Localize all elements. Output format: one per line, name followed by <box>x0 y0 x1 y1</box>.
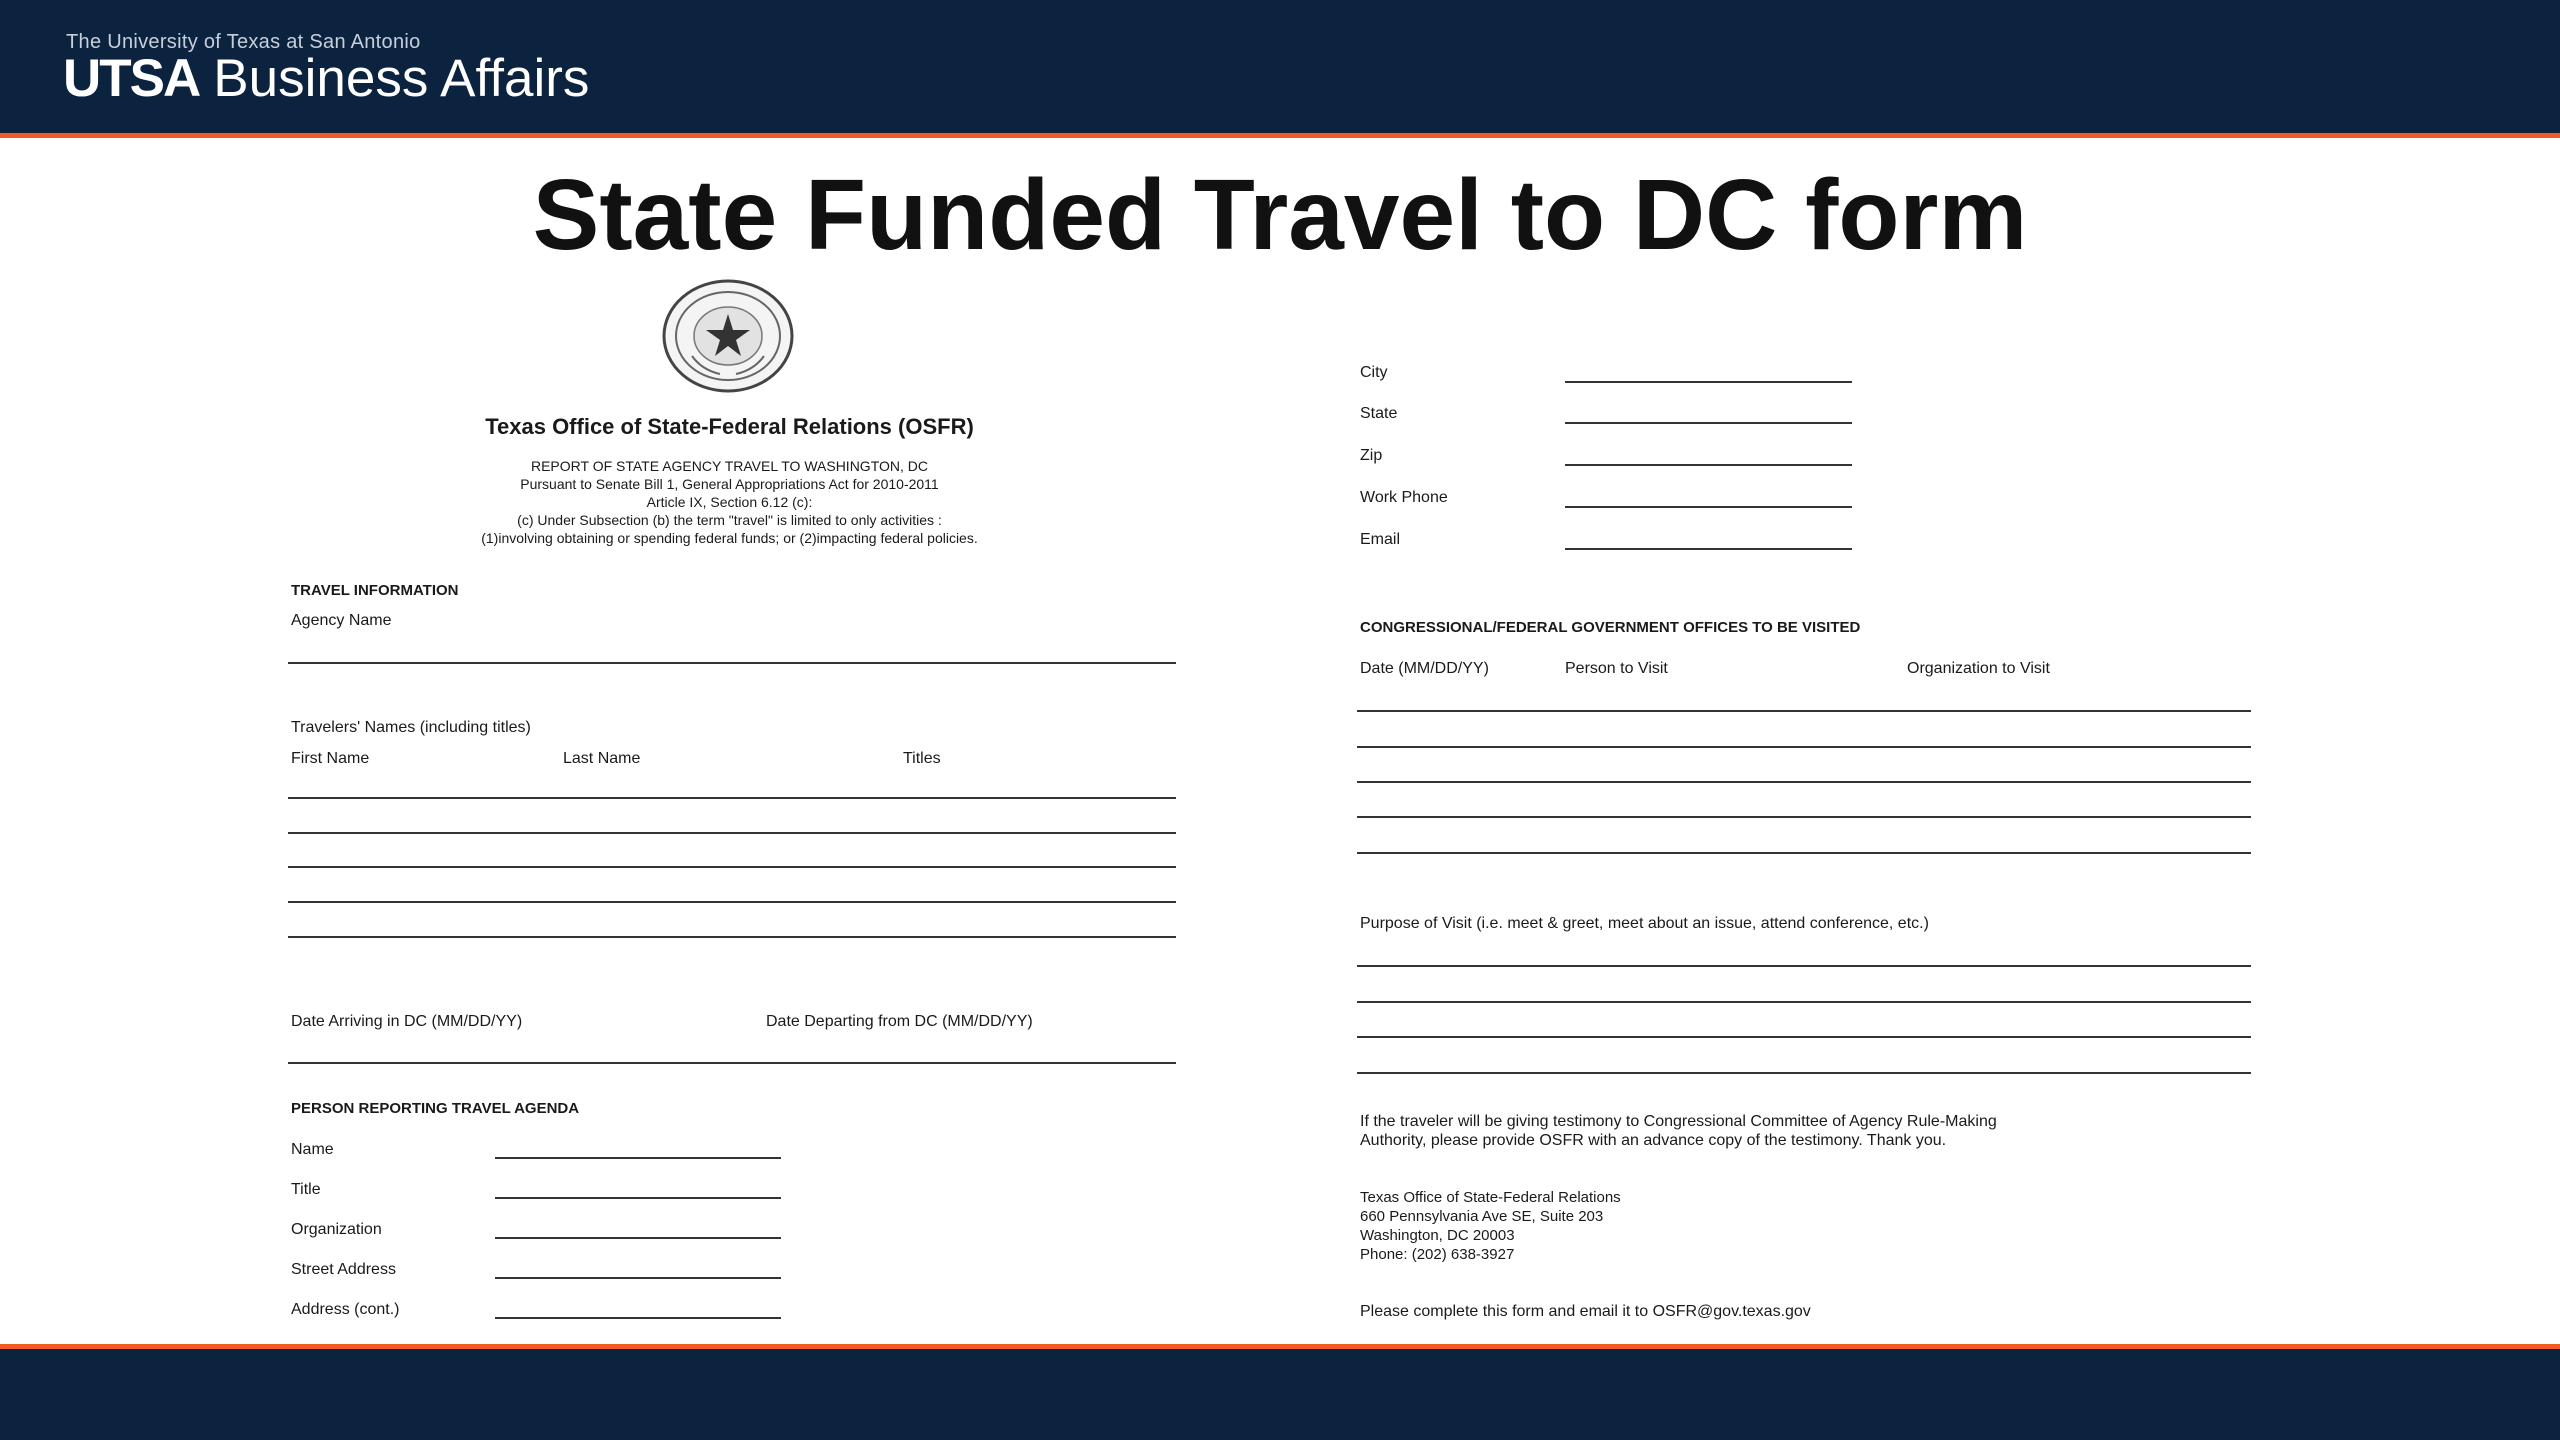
brand-logo <box>63 48 589 109</box>
reporting-address-cont-line[interactable] <box>495 1317 781 1319</box>
purpose-line-3[interactable] <box>1357 1036 2251 1038</box>
contact-work-phone-line[interactable] <box>1565 506 1852 508</box>
reporting-organization-label: Organization <box>291 1221 382 1238</box>
contact-state-label: State <box>1360 405 1398 422</box>
traveler-line-4[interactable] <box>288 901 1176 903</box>
intro-line-4: (c) Under Subsection (b) the term "travel" is limited to only activities : <box>517 512 942 528</box>
purpose-line-1[interactable] <box>1357 965 2251 967</box>
slide-title: State Funded Travel to DC form <box>532 159 2028 271</box>
intro-line-5: (1)involving obtaining or spending federal funds; or (2)impacting federal policies. <box>481 530 978 546</box>
form-page-right <box>1340 358 2252 1344</box>
purpose-label: Purpose of Visit (i.e. meet & greet, meet about an issue, attend conference, etc.) <box>1360 915 1929 932</box>
contact-zip-line[interactable] <box>1565 464 1852 466</box>
titles-label: Titles <box>903 750 941 767</box>
offices-line-2[interactable] <box>1357 746 2251 748</box>
contact-city-label: City <box>1360 364 1388 381</box>
reporting-organization-line[interactable] <box>495 1237 781 1239</box>
brand-utsa: UTSA <box>63 49 200 108</box>
traveler-line-2[interactable] <box>288 832 1176 834</box>
intro-line-1: REPORT OF STATE AGENCY TRAVEL TO WASHINGTON, DC <box>530 458 928 474</box>
osfr-address-line-2: 660 Pennsylvania Ave SE, Suite 203 <box>1360 1208 1604 1225</box>
intro-line-2: Pursuant to Senate Bill 1, General Appropriations Act for 2010-2011 <box>520 476 939 492</box>
reporting-street-address-line[interactable] <box>495 1277 781 1279</box>
osfr-address-line-1: Texas Office of State-Federal Relations <box>1360 1189 1621 1206</box>
travelers-label: Travelers' Names (including titles) <box>291 719 531 736</box>
reporting-street-address-label: Street Address <box>291 1261 396 1278</box>
contact-zip-label: Zip <box>1360 447 1383 464</box>
osfr-office-title: Texas Office of State-Federal Relations (OSFR) <box>485 414 974 439</box>
reporting-name-label: Name <box>291 1141 334 1158</box>
offices-line-3[interactable] <box>1357 781 2251 783</box>
form-page-left <box>272 272 1187 1344</box>
visit-date-label: Date (MM/DD/YY) <box>1360 660 1489 677</box>
osfr-phone: Phone: (202) 638-3927 <box>1360 1246 1515 1263</box>
university-name: The University of Texas at San Antonio <box>66 31 421 53</box>
testimony-line-1: If the traveler will be giving testimony to Congressional Committee of Agency Rule-Making <box>1360 1113 1997 1130</box>
brand-department: Business Affairs <box>213 49 590 108</box>
traveler-line-3[interactable] <box>288 866 1176 868</box>
header-bar <box>0 0 2560 133</box>
contact-email-line[interactable] <box>1565 548 1852 550</box>
offices-line-1[interactable] <box>1357 710 2251 712</box>
contact-work-phone-label: Work Phone <box>1360 489 1448 506</box>
offices-heading: CONGRESSIONAL/FEDERAL GOVERNMENT OFFICES TO BE VISITED <box>1360 619 1861 636</box>
reporting-address-cont-label: Address (cont.) <box>291 1301 400 1318</box>
travel-info-heading: TRAVEL INFORMATION <box>291 582 459 599</box>
first-name-label: First Name <box>291 750 370 767</box>
date-departing-label: Date Departing from DC (MM/DD/YY) <box>766 1013 1033 1030</box>
person-reporting-heading: PERSON REPORTING TRAVEL AGENDA <box>291 1100 580 1117</box>
traveler-line-5[interactable] <box>288 936 1176 938</box>
contact-city-line[interactable] <box>1565 381 1852 383</box>
date-arriving-label: Date Arriving in DC (MM/DD/YY) <box>291 1013 523 1030</box>
agency-name-line[interactable] <box>288 662 1176 664</box>
closing-instruction: Please complete this form and email it to OSFR@gov.texas.gov <box>1360 1303 1811 1320</box>
contact-email-label: Email <box>1360 531 1401 548</box>
reporting-title-line[interactable] <box>495 1197 781 1199</box>
purpose-line-4[interactable] <box>1357 1072 2251 1074</box>
last-name-label: Last Name <box>563 750 641 767</box>
osfr-address-line-3: Washington, DC 20003 <box>1360 1227 1515 1244</box>
offices-line-5[interactable] <box>1357 852 2251 854</box>
purpose-line-2[interactable] <box>1357 1001 2251 1003</box>
intro-line-3: Article IX, Section 6.12 (c): <box>646 494 813 510</box>
reporting-name-line[interactable] <box>495 1157 781 1159</box>
travel-dates-line[interactable] <box>288 1062 1176 1064</box>
footer-bar <box>0 1349 2560 1440</box>
texas-governor-seal-icon <box>662 278 794 394</box>
header-accent-stripe <box>0 133 2560 138</box>
offices-line-4[interactable] <box>1357 816 2251 818</box>
organization-to-visit-label: Organization to Visit <box>1907 660 2050 677</box>
agency-name-label: Agency Name <box>291 612 392 629</box>
person-to-visit-label: Person to Visit <box>1565 660 1668 677</box>
testimony-line-2: Authority, please provide OSFR with an advance copy of the testimony. Thank you. <box>1360 1132 1947 1149</box>
traveler-line-1[interactable] <box>288 797 1176 799</box>
reporting-title-label: Title <box>291 1181 321 1198</box>
contact-state-line[interactable] <box>1565 422 1852 424</box>
